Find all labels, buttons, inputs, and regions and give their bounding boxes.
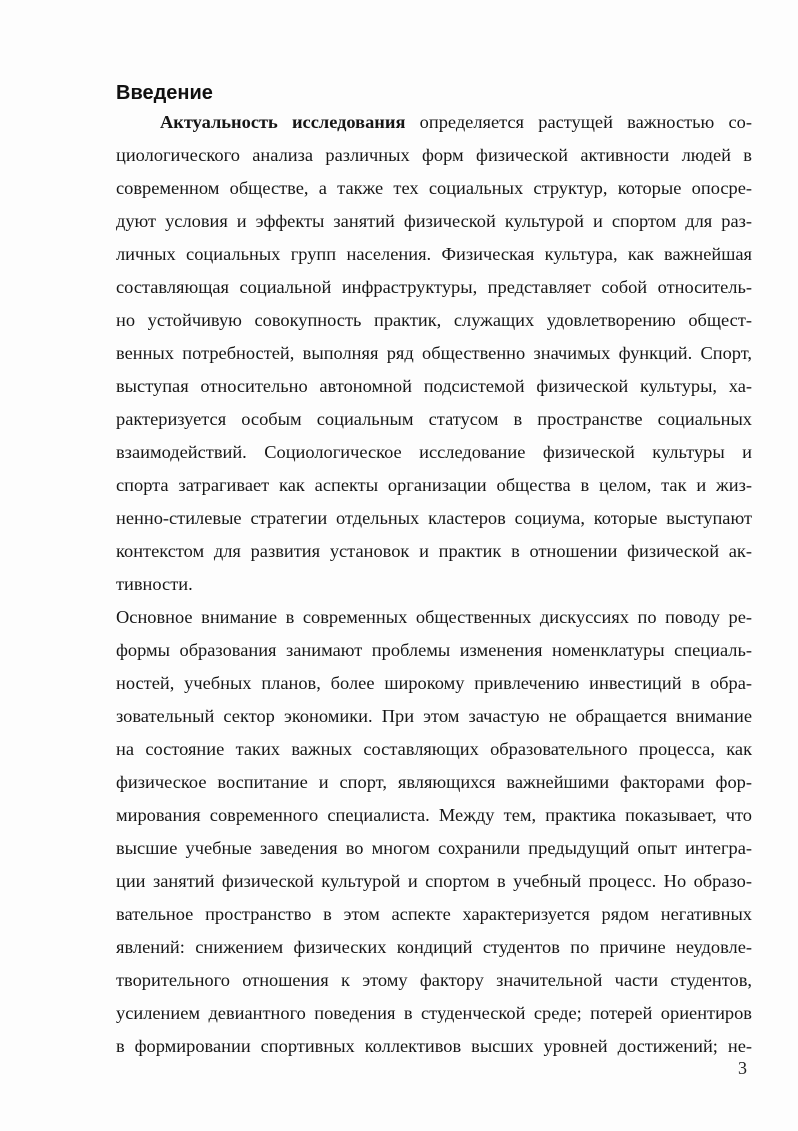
paragraph-1-line-1 [160,110,752,134]
paragraph-2-line-6: физическое воспитание и спорт, являющихся важнейшими факторами фор- [116,772,752,792]
paragraph-2-line-11: явлений: снижением физических кондиций студентов по причине неудовле- [116,937,752,957]
paragraph-1-line-2: циологического анализа различных форм физической активности людей в [116,145,752,165]
paragraph-2-line-12: творительного отношения к этому фактору значительной части студентов, [116,970,752,990]
paragraph-1-line-4: дуют условия и эффекты занятий физической культурой и спортом для раз- [116,211,752,231]
paragraph-2-line-1: Основное внимание в современных общественных дискуссиях по поводу ре- [116,607,752,627]
paragraph-1-line-12: спорта затрагивает как аспекты организации общества в целом, так и жиз- [116,475,752,495]
paragraph-1-line-10: рактеризуется особым социальным статусом в пространстве социальных [116,409,752,429]
paragraph-2-line-10: вательное пространство в этом аспекте характеризуется рядом негативных [116,904,752,924]
paragraph-1-line-9: выступая относительно автономной подсистемой физической культуры, ха- [116,376,752,396]
paragraph-2-line-9: ции занятий физической культурой и спортом в учебный процесс. Но образо- [116,871,752,891]
paragraph-2-line-7: мирования современного специалиста. Между тем, практика показывает, что [116,805,752,825]
paragraph-2-line-13: усилением девиантного поведения в студенческой среде; потерей ориентиров [116,1003,752,1023]
paragraph-1-line-5: личных социальных групп населения. Физическая культура, как важнейшая [116,244,752,264]
paragraph-1-line-6: составляющая социальной инфраструктуры, представляет собой относитель- [116,277,752,297]
section-heading: Введение [116,82,213,104]
paragraph-2-line-3: ностей, учебных планов, более широкому привлечению инвестиций в обра- [116,673,752,693]
lead-bold-phrase: Актуальность исследования [160,112,406,132]
paragraph-1-line-8: венных потребностей, выполняя ряд общественно значимых функций. Спорт, [116,343,752,363]
paragraph-1-line-1-text: определяется растущей важностью со- [405,112,752,132]
paragraph-1-line-14: контекстом для развития установок и практик в отношении физической ак- [116,541,752,561]
paragraph-2-line-8: высшие учебные заведения во многом сохранили предыдущий опыт интегра- [116,838,752,858]
paragraph-1-line-3: современном обществе, а также тех социальных структур, которые опосре- [116,178,752,198]
paragraph-1-line-13: ненно-стилевые стратегии отдельных кластеров социума, которые выступают [116,508,752,528]
paragraph-1-line-7: но устойчивую совокупность практик, служащих удовлетворению общест- [116,310,752,330]
paragraph-2-line-14: в формировании спортивных коллективов высших уровней достижений; не- [116,1036,752,1056]
paragraph-1-line-15: тивности. [116,574,193,594]
paragraph-1-line-11: взаимодействий. Социологическое исследование физической культуры и [116,442,752,462]
paragraph-2-line-4: зовательный сектор экономики. При этом зачастую не обращается внимание [116,706,752,726]
paragraph-2-line-2: формы образования занимают проблемы изменения номенклатуры специаль- [116,640,752,660]
page-number: 3 [738,1058,747,1078]
paragraph-2-line-5: на состояние таких важных составляющих образовательного процесса, как [116,739,752,759]
